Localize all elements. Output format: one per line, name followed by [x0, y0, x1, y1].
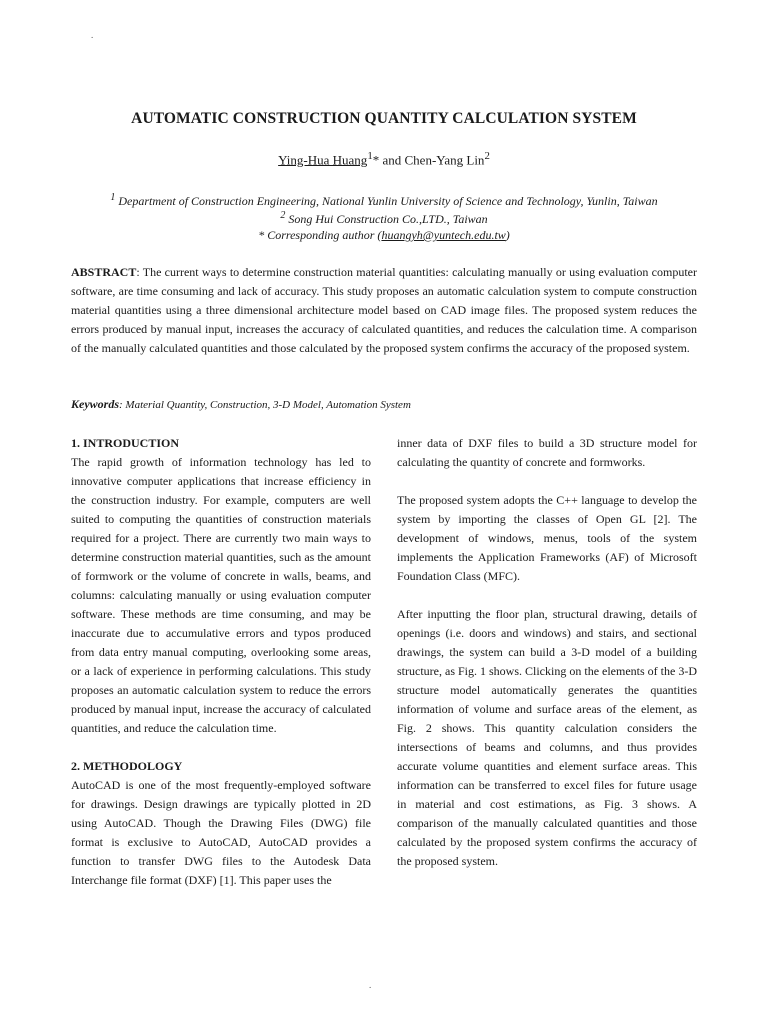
- keywords: [71, 397, 697, 412]
- page-mark-bottom: .: [369, 980, 372, 990]
- affiliation-2-sup: 2: [280, 210, 286, 221]
- author-2-sup: 2: [484, 150, 490, 162]
- section-heading-methodology: 2. METHODOLOGY: [71, 759, 183, 773]
- paragraph-cpp: The proposed system adopts the C++ language to develop the system by importing the classes of Open GL [2]. The development of windows, menus, tools of the system implements the Application Frameworks (AF) of Microsoft Foundation Class (MFC).: [397, 493, 697, 583]
- keywords-label: Keywords: [71, 397, 119, 411]
- affiliation-2-text: Song Hui Construction Co.,LTD., Taiwan: [285, 212, 488, 226]
- affiliation-1-text: Department of Construction Engineering, National Yunlin University of Science and Technology, Yunlin, Taiwan: [115, 194, 658, 208]
- author-separator: * and Chen-Yang Lin: [372, 152, 485, 168]
- methodology-paragraph: AutoCAD is one of the most frequently-employed software for drawings. Design drawings are typically plotted in 2D using AutoCAD. Though the Drawing Files (DWG) file format is exclusive to AutoCAD, AutoCAD provides a function to transfer DWG files to the Autodesk Data Interchange file format (DXF) [1]. This paper uses the: [71, 778, 371, 887]
- author-line: [0, 150, 768, 168]
- author-email-link[interactable]: huangyh@yuntech.edu.tw: [381, 228, 506, 242]
- paragraph-3d-model: After inputting the floor plan, structural drawing, details of openings (i.e. doors and windows) and stairs, and sectional drawings, the system can build a 3-D model of a building structure, as Fig. 1 shows. Clicking on the elements of the 3-D structure model automatically generates the quantities information of volume and surface areas of the element, as Fig. 2 shows. This quantity calculation considers the intersections of beams and columns, and thus provides accurate volume quantities and element surface areas. This information can be transferred to excel files for future usage in material and cost estimations, as Fig. 3 shows. A comparison of the manually calculated quantities and those calculated by the proposed system confirms the accuracy of the proposed system.: [397, 607, 697, 868]
- affiliation-1-sup: 1: [110, 192, 116, 203]
- affiliation-2: [0, 207, 768, 228]
- author-1-sup: 1: [367, 150, 373, 162]
- corresponding-prefix: * Corresponding author (: [258, 228, 382, 242]
- keywords-text: : Material Quantity, Construction, 3-D Model, Automation System: [119, 399, 411, 411]
- left-column: [71, 434, 371, 890]
- abstract-label: ABSTRACT: [71, 265, 137, 279]
- abstract-text: : The current ways to determine construction material quantities: calculating manually or using evaluation computer software, are time consuming and lack of accuracy. This study proposes an automatic calculation system to compute construction material quantities using a three dimensional architecture model based on CAD image files. The proposed system reduces the errors produced by manual input, increases the accuracy of calculated quantities, and reduces the calculation time. A comparison of the manually calculated quantities and those calculated by the proposed system confirms the accuracy of the proposed system.: [71, 265, 697, 355]
- paragraph-dxf: inner data of DXF files to build a 3D structure model for calculating the quantity of concrete and formworks.: [397, 436, 697, 469]
- author-1-name: Ying-Hua Huang: [278, 152, 368, 168]
- paper-title: AUTOMATIC CONSTRUCTION QUANTITY CALCULATION SYSTEM: [131, 110, 637, 127]
- page-mark-top: .: [91, 30, 94, 40]
- section-heading-introduction: 1. INTRODUCTION: [71, 436, 180, 450]
- corresponding-suffix: ): [505, 228, 510, 242]
- corresponding-author: [0, 226, 768, 244]
- right-column: [397, 434, 697, 871]
- introduction-paragraph: The rapid growth of information technology has led to innovative computer applications that increase efficiency in the construction industry. For example, computers are well suited to computing the quantities of construction materials required for a project. There are currently two main ways to determine construction material quantities, such as the amount of formwork or the volume of concrete in walls, beams, and columns: calculating manually or using evaluation computer software. These methods are time consuming, and may be inaccurate due to accumulative errors and typos produced from data entry manual computing, overlooking some areas, or a lack of experience in performing calculations. This study proposes an automatic calculation system to reduce the errors produced by manual input, increase the accuracy of calculated quantities, and reduce the calculation time.: [71, 455, 371, 735]
- abstract: [71, 263, 697, 358]
